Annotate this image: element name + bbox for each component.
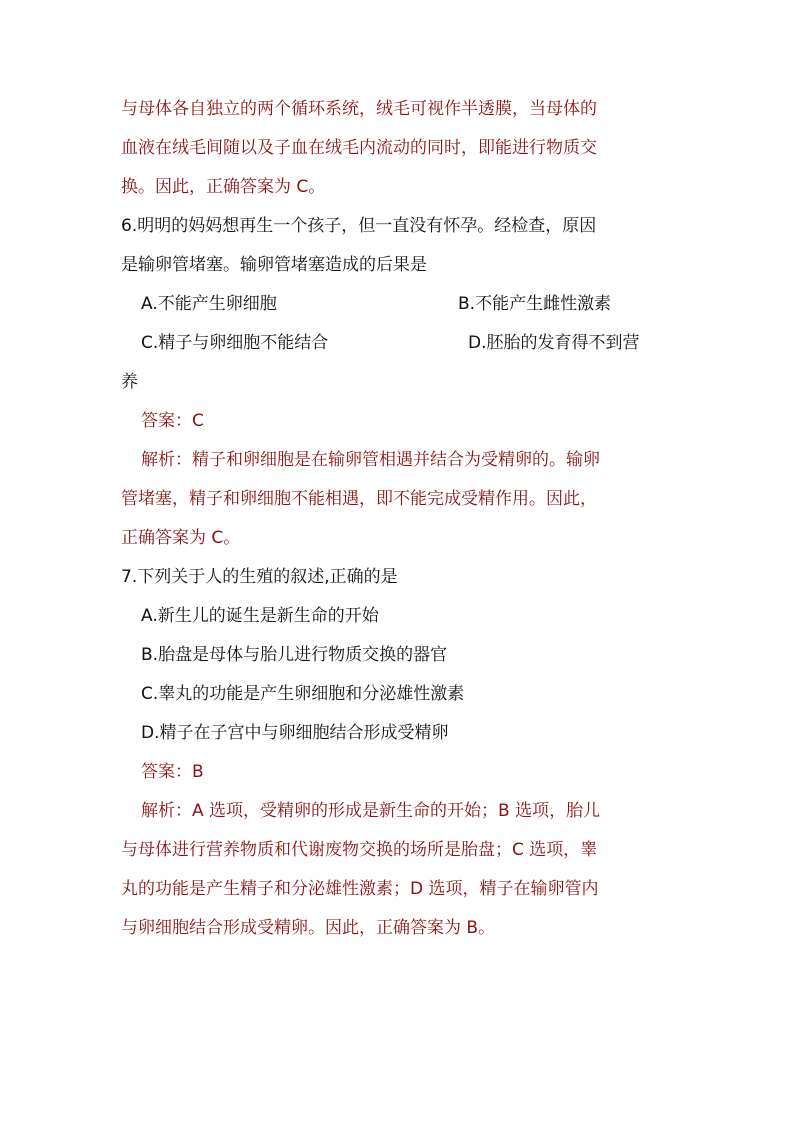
q6-stem-line-1: 6.明明的妈妈想再生一个孩子，但一直没有怀孕。经检查，原因	[121, 216, 597, 236]
prev-explanation-line-1: 与母体各自独立的两个循环系统，绒毛可视作半透膜，当母体的	[121, 99, 597, 119]
prev-explanation-line-3: 换。因此，正确答案为 C。	[121, 177, 326, 197]
q7-explanation-line-4: 与卵细胞结合形成受精卵。因此，正确答案为 B。	[121, 918, 496, 938]
q6-explanation-line-3: 正确答案为 C。	[121, 528, 241, 548]
q6-option-d-continued: 养	[121, 372, 138, 392]
q6-explanation-line-1: 解析：精子和卵细胞是在输卵管相遇并结合为受精卵的。输卵	[141, 450, 600, 470]
q6-answer: 答案：C	[141, 411, 204, 431]
q6-explanation-line-2: 管堵塞，精子和卵细胞不能相遇，即不能完成受精作用。因此，	[121, 489, 597, 509]
q7-explanation-line-2: 与母体进行营养物质和代谢废物交换的场所是胎盘；C 选项，睾	[121, 840, 598, 860]
q6-option-d: D.胚胎的发育得不到营	[468, 333, 640, 353]
q6-option-c: C.精子与卵细胞不能结合	[141, 333, 329, 353]
q7-option-b: B.胎盘是母体与胎儿进行物质交换的器官	[141, 645, 448, 665]
prev-explanation-line-2: 血液在绒毛间随以及子血在绒毛内流动的同时，即能进行物质交	[121, 138, 597, 158]
q6-option-b: B.不能产生雌性激素	[458, 294, 612, 314]
q7-option-c: C.睾丸的功能是产生卵细胞和分泌雄性激素	[141, 684, 465, 704]
q6-stem-line-2: 是输卵管堵塞。输卵管堵塞造成的后果是	[121, 255, 427, 275]
q7-explanation-line-1: 解析：A 选项，受精卵的形成是新生命的开始；B 选项，胎儿	[141, 801, 601, 821]
q7-explanation-line-3: 丸的功能是产生精子和分泌雄性激素；D 选项，精子在输卵管内	[121, 879, 599, 899]
q6-option-a: A.不能产生卵细胞	[141, 294, 277, 314]
q7-stem: 7.下列关于人的生殖的叙述,正确的是	[121, 567, 398, 587]
q7-option-d: D.精子在子宫中与卵细胞结合形成受精卵	[141, 723, 449, 743]
q7-answer: 答案：B	[141, 762, 204, 782]
q7-option-a: A.新生儿的诞生是新生命的开始	[141, 606, 379, 626]
